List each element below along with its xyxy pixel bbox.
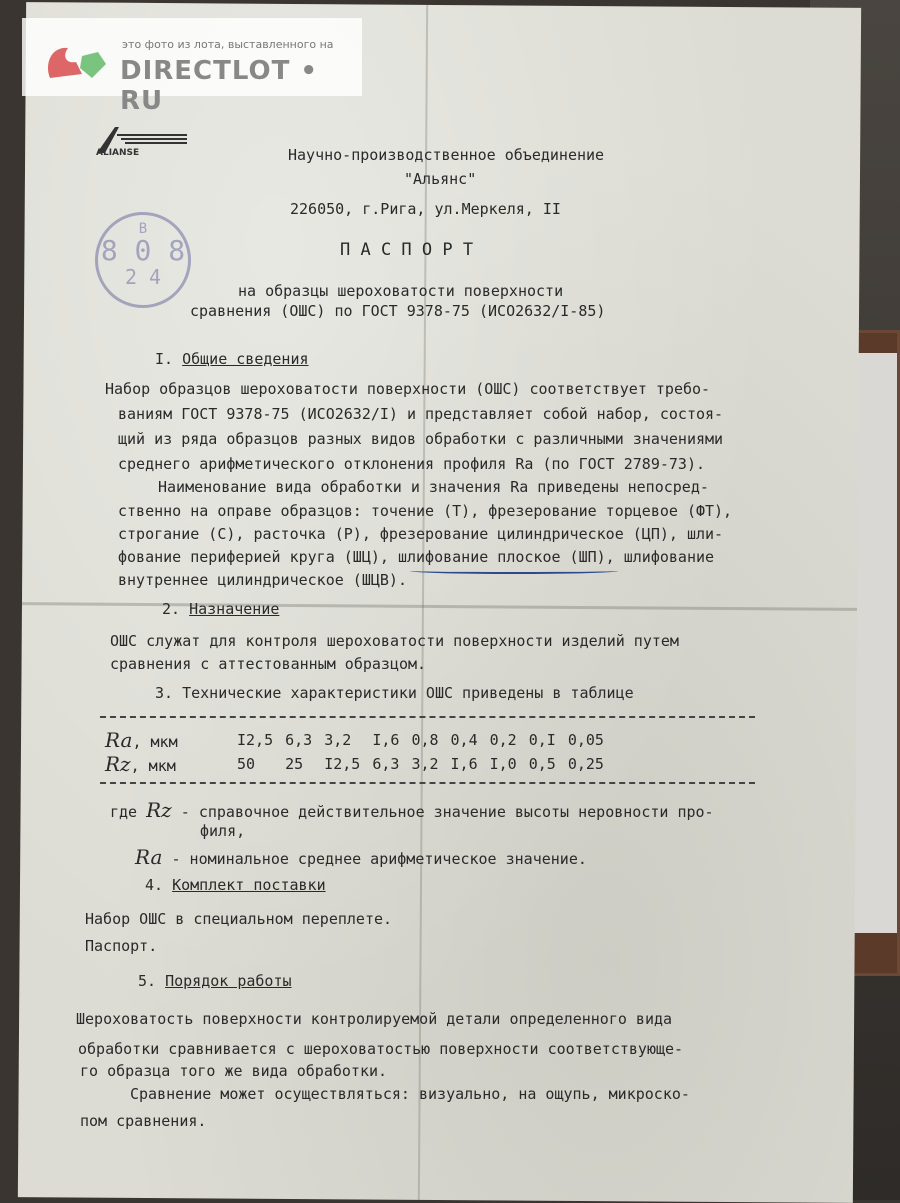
ink-stamp [95,212,191,308]
table-cell: I2,5 [324,755,361,773]
section-1-title: Общие сведения [182,350,309,368]
stamp-line-1: В [138,221,148,237]
table-cell: 25 [285,755,304,773]
table-rule-top [100,716,755,718]
pen-underline [410,568,618,574]
section-5-line-1: Шероховатость поверхности контролируемой детали определенного вида [76,1010,673,1028]
document-title: П А С П О Р Т [340,240,474,260]
section-2-heading [162,600,279,618]
document-subtitle-2: сравнения (ОШС) по ГОСТ 9378-75 (ИСО2632/I-85) [190,302,606,320]
section-4-line-2: Паспорт. [85,937,158,955]
table-cell: 0,2 [489,731,517,749]
table-cell: I,0 [489,755,517,773]
table-cell: 50 [237,755,256,773]
section-5-line-2: обработки сравнивается с шероховатостью поверхности соответствующе- [78,1040,684,1058]
stamp-line-3: 2 4 [124,265,162,289]
section-5-line-5: пом сравнения. [80,1112,207,1130]
section-4-title: Комплект поставки [172,876,326,894]
table-cell: I,6 [372,731,400,749]
note-rz: где Rz - справочное действительное значение высоты неровности про- [110,798,714,822]
roughness-table [105,728,616,776]
org-title: "Альянс" [404,170,477,188]
table-row [105,728,616,752]
table-cell: 0,I [528,731,556,749]
section-1-line-4: среднего арифметического отклонения профиля Ra (по ГОСТ 2789-73). [118,455,705,473]
logo-text: ALIANSE [96,148,140,158]
section-5-number: 5. [138,972,157,990]
section-5-heading [138,972,292,990]
section-2-title: Назначение [189,600,280,618]
table-cell: 0,05 [567,731,604,749]
table-row [105,752,616,776]
section-1-line-2: ваниям ГОСТ 9378-75 (ИСО2632/I) и представляет собой набор, состоя- [118,405,724,423]
section-2-number: 2. [162,600,181,618]
section-1-line-9: внутреннее цилиндрическое (ШЦВ). [118,571,407,589]
note-rz-cont: филя, [200,822,246,840]
watermark-caption: это фото из лота, выставленного на [122,38,334,51]
table-cell: 6,3 [285,731,313,749]
table-rule-bottom [100,782,755,784]
table-cell: 0,4 [450,731,478,749]
squirrel-logo-icon [42,38,112,88]
table-cell: 3,2 [324,731,352,749]
document-subtitle-1: на образцы шероховатости поверхности [238,282,564,300]
watermark-banner [22,18,362,116]
table-cell: I2,5 [237,731,274,749]
section-1-line-5: Наименование вида обработки и значения Ra приведены непосред- [158,478,709,496]
section-5-line-4: Сравнение может осуществляться: визуально, на ощупь, микроско- [130,1085,690,1103]
section-2-line-2: сравнения с аттестованным образцом. [110,655,427,673]
table-cell: 0,8 [411,731,439,749]
table-row-label: Rz, мкм [105,752,176,776]
section-5-title: Порядок работы [165,972,292,990]
watermark-brand: DIRECTLOT • RU [120,56,319,116]
section-1-line-8: фование периферией круга (ШЦ), шлифование плоское (ШП), шлифование [118,548,715,566]
stamp-line-2: 8 0 8 [100,234,186,267]
table-cell: 3,2 [411,755,439,773]
section-1-line-6: ственно на оправе образцов: точение (Т), фрезерование торцевое (ФТ), [118,502,733,520]
section-1-heading [155,350,309,368]
table-cell: 0,5 [528,755,556,773]
section-5-line-3: го образца того же вида обработки. [80,1062,388,1080]
section-4-heading [145,876,326,894]
fold-crease-horizontal [22,602,857,611]
section-1-number: I. [155,350,174,368]
table-cell: 0,25 [567,755,604,773]
org-address: 226050, г.Рига, ул.Меркеля, II [290,200,561,218]
section-1-line-3: щий из ряда образцов разных видов обработки с различными значениями [118,430,724,448]
section-4-number: 4. [145,876,164,894]
section-2-line-1: ОШС служат для контроля шероховатости поверхности изделий путем [110,632,679,650]
section-1-line-1: Набор образцов шероховатости поверхности (ОШС) соответствует требо- [105,380,711,398]
table-cell: I,6 [450,755,478,773]
note-ra: Ra - номинальное среднее арифметическое значение. [135,845,587,869]
table-row-label: Ra, мкм [105,728,178,752]
org-name: Научно-производственное объединение [288,146,605,164]
section-4-line-1: Набор ОШС в специальном переплете. [85,910,393,928]
section-1-line-7: строгание (С), расточка (Р), фрезерование цилиндрическое (ЦП), шли- [118,525,724,543]
section-3-heading: 3. Технические характеристики ОШС приведены в таблице [155,684,634,702]
table-cell: 6,3 [372,755,400,773]
